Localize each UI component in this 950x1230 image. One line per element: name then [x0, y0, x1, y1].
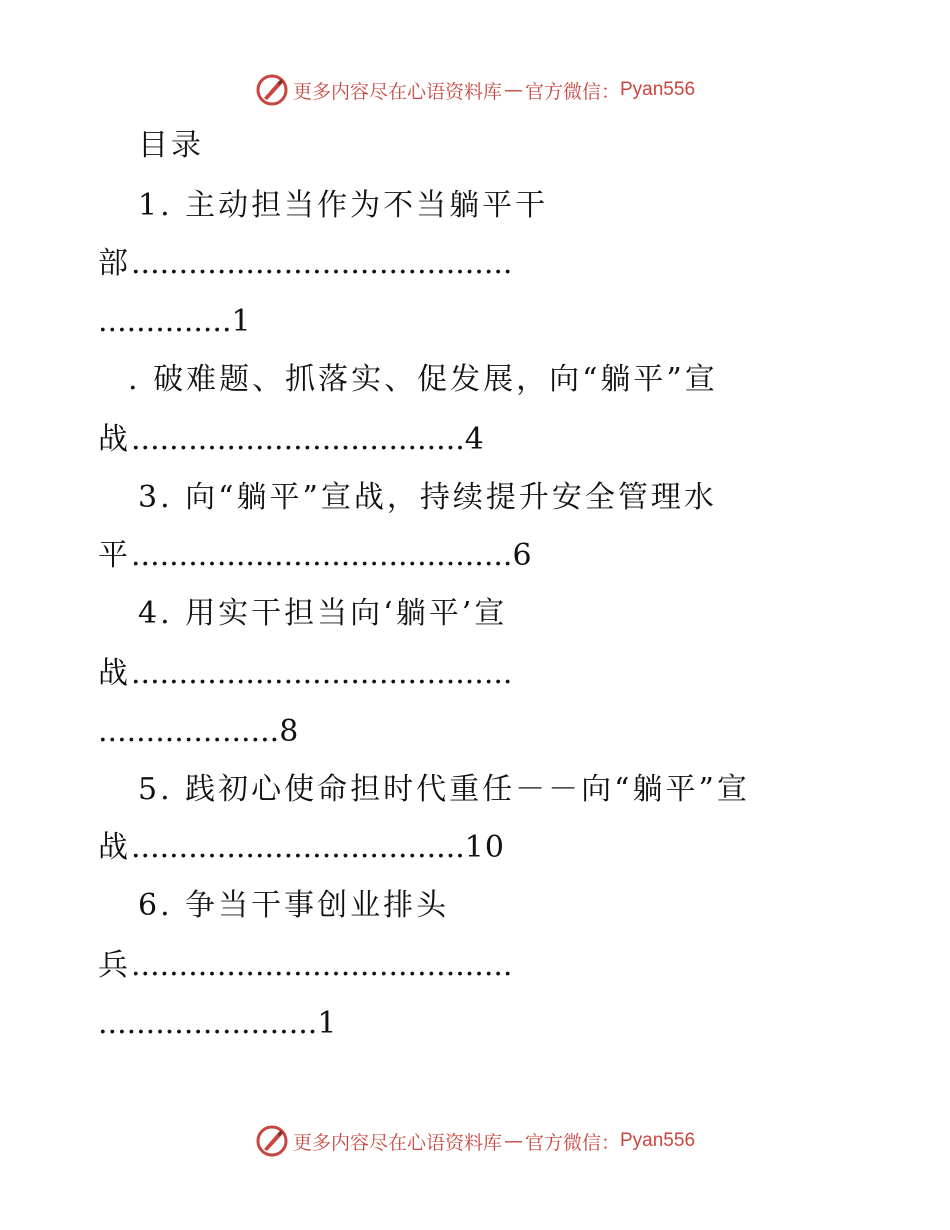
toc-entry-1-title[interactable]: 1. 主动担当作为不当躺平干: [138, 188, 549, 223]
toc-entry-3-title-end: 平: [98, 538, 131, 573]
toc-entry-3-title[interactable]: 3. 向“躺平”宣战，持续提升安全管理水: [138, 480, 717, 515]
toc-entry-1-dots-cont: ..............: [98, 304, 232, 339]
toc-entry-4-leader: [98, 654, 512, 694]
wechat-label: 官方微信：: [524, 1131, 620, 1154]
wechat-id: Pyan556: [620, 1130, 696, 1151]
toc-entry-6-page: 1: [317, 1006, 338, 1041]
banner-text: 更多内容尽在心语资料库: [292, 1131, 502, 1154]
toc-entry-4-title[interactable]: 4. 用实干担当向‘躺平’宣: [138, 596, 508, 631]
toc-entry-6-leader-cont: [98, 1004, 337, 1044]
banner-separator: —: [503, 79, 523, 101]
toc-title: 目录: [138, 128, 204, 163]
toc-entry-2-page: 4: [464, 422, 485, 457]
toc-entry-6-dots-cont: .......................: [98, 1006, 318, 1041]
wechat-label: 官方微信：: [524, 80, 620, 103]
toc-entry-6-title-end: 兵: [98, 948, 131, 983]
toc-entry-1-leader-cont: [98, 302, 252, 342]
toc-entry-2-dots: ...................................: [131, 422, 465, 457]
banner-text: 更多内容尽在心语资料库: [292, 80, 502, 103]
toc-entry-6-dots: ........................................: [131, 948, 513, 983]
toc-entry-3-dots: ........................................: [131, 538, 513, 573]
toc-entry-4-dots-cont: ...................: [98, 714, 280, 749]
toc-entry-1-dots: ........................................: [131, 246, 513, 281]
toc-entry-2-leader: [98, 420, 485, 460]
banner-separator: —: [503, 1130, 523, 1152]
toc-entry-2-title[interactable]: . 破难题、抓落实、促发展，向“躺平”宣: [128, 362, 718, 397]
toc-entry-4-dots: ........................................: [131, 656, 513, 691]
toc-entry-4-page: 8: [279, 714, 300, 749]
toc-entry-1-title-end: 部: [98, 246, 131, 281]
wechat-id: Pyan556: [620, 79, 696, 100]
toc-entry-1-page: 1: [231, 304, 252, 339]
toc-entry-3-page: 6: [512, 538, 533, 573]
toc-entry-1-leader: [98, 244, 512, 284]
pen-logo-icon: [255, 1124, 289, 1158]
toc-entry-2-title-end: 战: [98, 422, 131, 457]
toc-entry-6-leader: [98, 946, 512, 986]
toc-entry-4-title-end: 战: [98, 656, 131, 691]
toc-entry-5-page: 10: [464, 830, 505, 865]
toc-entry-5-leader: [98, 828, 505, 868]
toc-entry-6-title[interactable]: 6. 争当干事创业排头: [138, 888, 450, 923]
toc-entry-5-title[interactable]: 5. 践初心使命担时代重任－－向“躺平”宣: [138, 772, 750, 807]
toc-entry-5-title-end: 战: [98, 830, 131, 865]
toc-entry-4-leader-cont: [98, 712, 299, 752]
toc-entry-3-leader: [98, 536, 533, 576]
toc-entry-5-dots: ...................................: [131, 830, 465, 865]
footer-banner: [0, 1121, 950, 1161]
